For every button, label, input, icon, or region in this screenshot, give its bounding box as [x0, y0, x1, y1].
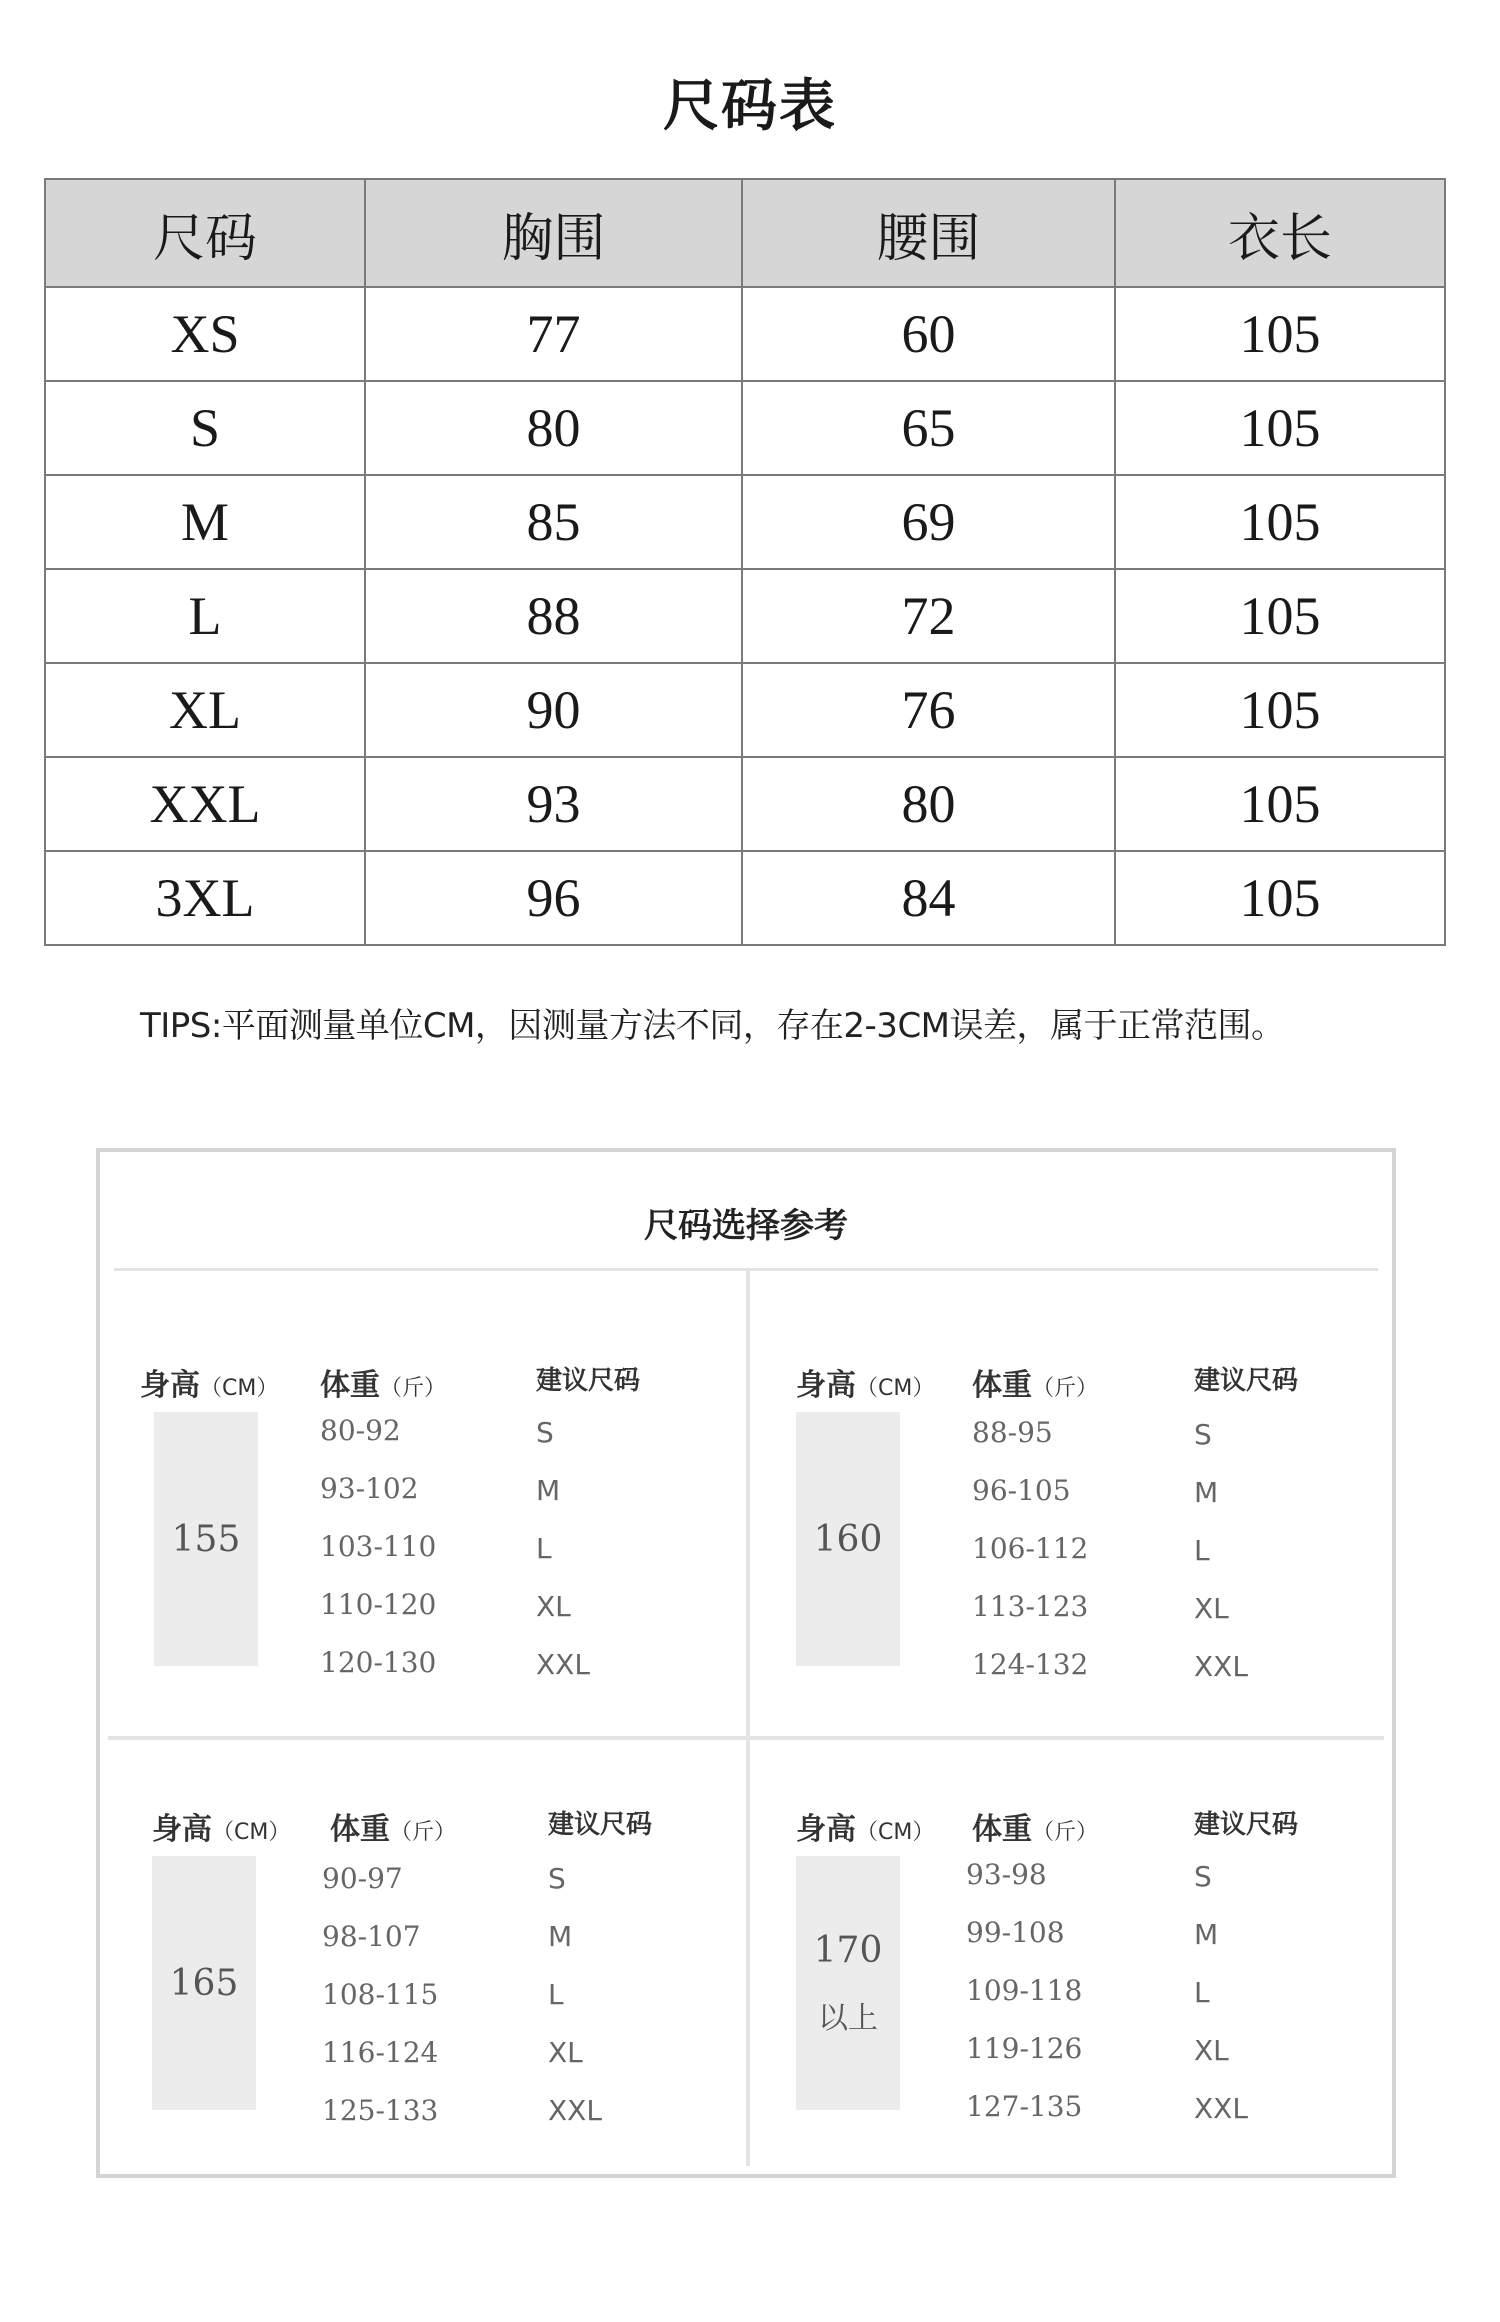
cell-waist: 60 [742, 287, 1115, 381]
size-header: 建议尺码 [1194, 1810, 1299, 1840]
weight-range: 124-132 [972, 1648, 1089, 1681]
weight-range: 106-112 [972, 1532, 1089, 1565]
reference-panel-165 [152, 1804, 752, 2244]
size-chart-table [44, 178, 1446, 946]
reference-panel-170 [796, 1804, 1396, 2244]
suggested-size: L [548, 1978, 564, 2011]
cell-chest: 90 [365, 663, 742, 757]
column-header-size: 尺码 [45, 179, 365, 287]
suggested-size: M [536, 1474, 561, 1507]
suggested-size: S [536, 1416, 554, 1449]
cell-waist: 69 [742, 475, 1115, 569]
cell-length: 105 [1115, 475, 1445, 569]
weight-header: 体重（斤） [330, 1812, 457, 1847]
suggested-size: S [1194, 1418, 1212, 1451]
table-row [45, 663, 1445, 757]
suggested-size: XXL [1194, 2092, 1248, 2125]
cell-size: L [45, 569, 365, 663]
weight-range: 113-123 [972, 1590, 1089, 1623]
cell-waist: 80 [742, 757, 1115, 851]
cell-size: S [45, 381, 365, 475]
weight-range: 88-95 [972, 1416, 1053, 1449]
height-value-box: 170 以上 [796, 1856, 900, 2110]
suggested-size: M [548, 1920, 573, 1953]
cell-waist: 84 [742, 851, 1115, 945]
column-header-waist: 腰围 [742, 179, 1115, 287]
table-row [45, 381, 1445, 475]
size-header: 建议尺码 [1194, 1366, 1299, 1396]
suggested-size: L [1194, 1534, 1210, 1567]
weight-range: 125-133 [322, 2094, 439, 2127]
cell-length: 105 [1115, 381, 1445, 475]
weight-range: 99-108 [966, 1916, 1065, 1949]
table-row [45, 851, 1445, 945]
cell-chest: 77 [365, 287, 742, 381]
cell-chest: 93 [365, 757, 742, 851]
weight-range: 98-107 [322, 1920, 421, 1953]
weight-range: 109-118 [966, 1974, 1083, 2007]
height-value-box: 165 [152, 1856, 256, 2110]
cell-length: 105 [1115, 287, 1445, 381]
weight-range: 90-97 [322, 1862, 403, 1895]
cell-length: 105 [1115, 569, 1445, 663]
cell-chest: 88 [365, 569, 742, 663]
height-value-box: 160 [796, 1412, 900, 1666]
cell-size: 3XL [45, 851, 365, 945]
size-header: 建议尺码 [548, 1810, 653, 1840]
cell-chest: 96 [365, 851, 742, 945]
reference-panel-155 [140, 1360, 740, 1800]
table-row [45, 287, 1445, 381]
suggested-size: XXL [536, 1648, 590, 1681]
cell-size: XXL [45, 757, 365, 851]
page-title: 尺码表 [663, 74, 837, 139]
suggested-size: L [1194, 1976, 1210, 2009]
cell-size: M [45, 475, 365, 569]
suggested-size: M [1194, 1918, 1219, 1951]
cell-size: XS [45, 287, 365, 381]
cell-chest: 85 [365, 475, 742, 569]
cell-length: 105 [1115, 757, 1445, 851]
cell-waist: 72 [742, 569, 1115, 663]
reference-panel-160 [796, 1360, 1396, 1800]
size-reference-panel [96, 1148, 1396, 2178]
weight-range: 110-120 [320, 1588, 437, 1621]
height-header: 身高（CM） [152, 1812, 291, 1847]
suggested-size: XL [1194, 1592, 1229, 1625]
height-header: 身高（CM） [140, 1368, 279, 1403]
table-header-row [45, 179, 1445, 287]
weight-range: 127-135 [966, 2090, 1083, 2123]
weight-range: 93-98 [966, 1858, 1047, 1891]
suggested-size: XL [1194, 2034, 1229, 2067]
suggested-size: S [1194, 1860, 1212, 1893]
table-row [45, 757, 1445, 851]
suggested-size: L [536, 1532, 552, 1565]
weight-range: 108-115 [322, 1978, 439, 2011]
weight-header: 体重（斤） [320, 1368, 447, 1403]
suggested-size: XL [548, 2036, 583, 2069]
weight-header: 体重（斤） [972, 1812, 1099, 1847]
cell-length: 105 [1115, 851, 1445, 945]
cell-chest: 80 [365, 381, 742, 475]
height-header: 身高（CM） [796, 1812, 935, 1847]
weight-range: 96-105 [972, 1474, 1071, 1507]
cell-size: XL [45, 663, 365, 757]
suggested-size: XXL [1194, 1650, 1248, 1683]
height-value-box: 155 [154, 1412, 258, 1666]
height-header: 身高（CM） [796, 1368, 935, 1403]
size-header: 建议尺码 [536, 1366, 641, 1396]
table-row [45, 569, 1445, 663]
weight-range: 80-92 [320, 1414, 401, 1447]
suggested-size: M [1194, 1476, 1219, 1509]
table-row [45, 475, 1445, 569]
cell-waist: 65 [742, 381, 1115, 475]
weight-range: 93-102 [320, 1472, 419, 1505]
cell-waist: 76 [742, 663, 1115, 757]
weight-range: 116-124 [322, 2036, 439, 2069]
weight-range: 120-130 [320, 1646, 437, 1679]
cell-length: 105 [1115, 663, 1445, 757]
suggested-size: S [548, 1862, 566, 1895]
weight-header: 体重（斤） [972, 1368, 1099, 1403]
column-header-chest: 胸围 [365, 179, 742, 287]
column-header-length: 衣长 [1115, 179, 1445, 287]
suggested-size: XXL [548, 2094, 602, 2127]
weight-range: 119-126 [966, 2032, 1083, 2065]
suggested-size: XL [536, 1590, 571, 1623]
weight-range: 103-110 [320, 1530, 437, 1563]
measurement-tips: TIPS:平面测量单位CM，因测量方法不同，存在2-3CM误差，属于正常范围。 [140, 1006, 1285, 1046]
reference-title: 尺码选择参考 [644, 1206, 848, 1246]
